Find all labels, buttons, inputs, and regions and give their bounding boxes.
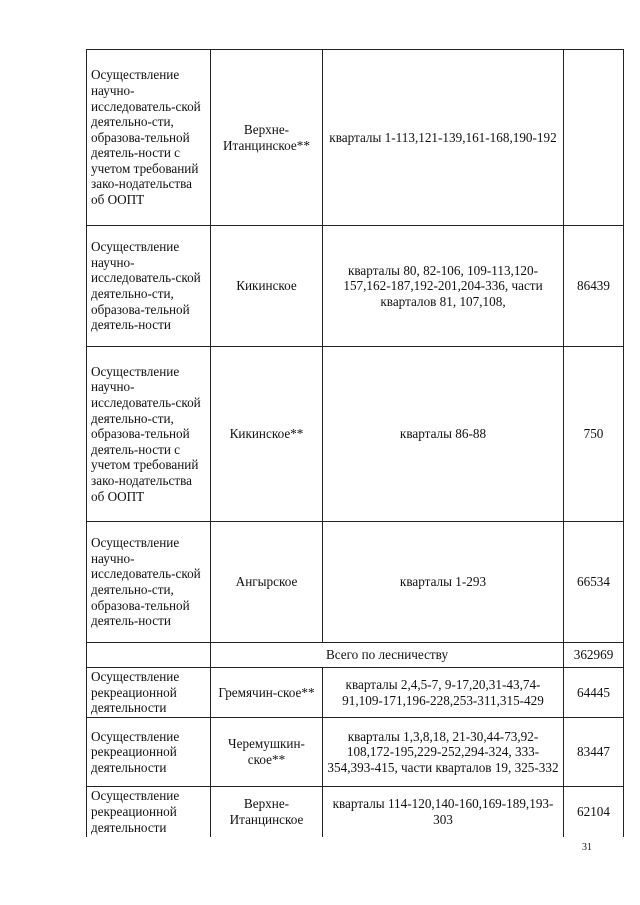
empty-cell <box>87 643 211 668</box>
forestry-cell: Гремячин-ское** <box>211 668 323 718</box>
activity-cell: Осуществление рекреационной деятельности <box>87 668 211 718</box>
forestry-cell: Верхне-Итанцинское** <box>211 50 323 226</box>
total-label: Всего по лесничеству <box>211 643 564 668</box>
activity-cell: Осуществление рекреационной деятельности <box>87 787 211 837</box>
quarters-cell: кварталы 1-293 <box>323 522 564 643</box>
table-row <box>87 522 624 643</box>
table-row <box>87 226 624 347</box>
activity-cell: Осуществление научно-исследователь-ской деятельно-сти, образова-тельной деятель-ности <box>87 522 211 643</box>
page-number: 31 <box>582 842 592 853</box>
forestry-cell: Верхне-Итанцинское <box>211 787 323 837</box>
table-row <box>87 347 624 522</box>
quarters-cell: кварталы 1,3,8,18, 21-30,44-73,92-108,172-195,229-252,294-324, 333-354,393-415, части кварталов 19, 325-332 <box>323 718 564 787</box>
quarters-cell: кварталы 80, 82-106, 109-113,120-157,162-187,192-201,204-336, части кварталов 81, 107,108, <box>323 226 564 347</box>
quarters-cell: кварталы 1-113,121-139,161-168,190-192 <box>323 50 564 226</box>
activity-cell: Осуществление рекреационной деятельности <box>87 718 211 787</box>
area-cell: 64445 <box>564 668 624 718</box>
activity-cell: Осуществление научно-исследователь-ской деятельно-сти, образова-тельной деятель-ности <box>87 226 211 347</box>
activity-cell: Осуществление научно-исследователь-ской деятельно-сти, образова-тельной деятель-ности с учетом требований зако-нодательства об ООПТ <box>87 50 211 226</box>
forestry-table <box>86 49 624 837</box>
area-cell: 83447 <box>564 718 624 787</box>
forestry-cell: Черемушкин-ское** <box>211 718 323 787</box>
total-value: 362969 <box>564 643 624 668</box>
area-cell: 86439 <box>564 226 624 347</box>
area-cell: 62104 <box>564 787 624 837</box>
forestry-cell: Кикинское** <box>211 347 323 522</box>
table-row <box>87 668 624 718</box>
forestry-cell: Ангырское <box>211 522 323 643</box>
quarters-cell: кварталы 86-88 <box>323 347 564 522</box>
table-row <box>87 787 624 837</box>
quarters-cell: кварталы 2,4,5-7, 9-17,20,31-43,74-91,109-171,196-228,253-311,315-429 <box>323 668 564 718</box>
area-cell: 750 <box>564 347 624 522</box>
activity-cell: Осуществление научно-исследователь-ской деятельно-сти, образова-тельной деятель-ности с учетом требований зако-нодательства об ООПТ <box>87 347 211 522</box>
total-row <box>87 643 624 668</box>
area-cell <box>564 50 624 226</box>
table-row <box>87 718 624 787</box>
table-row <box>87 50 624 226</box>
area-cell: 66534 <box>564 522 624 643</box>
forestry-cell: Кикинское <box>211 226 323 347</box>
quarters-cell: кварталы 114-120,140-160,169-189,193-303 <box>323 787 564 837</box>
